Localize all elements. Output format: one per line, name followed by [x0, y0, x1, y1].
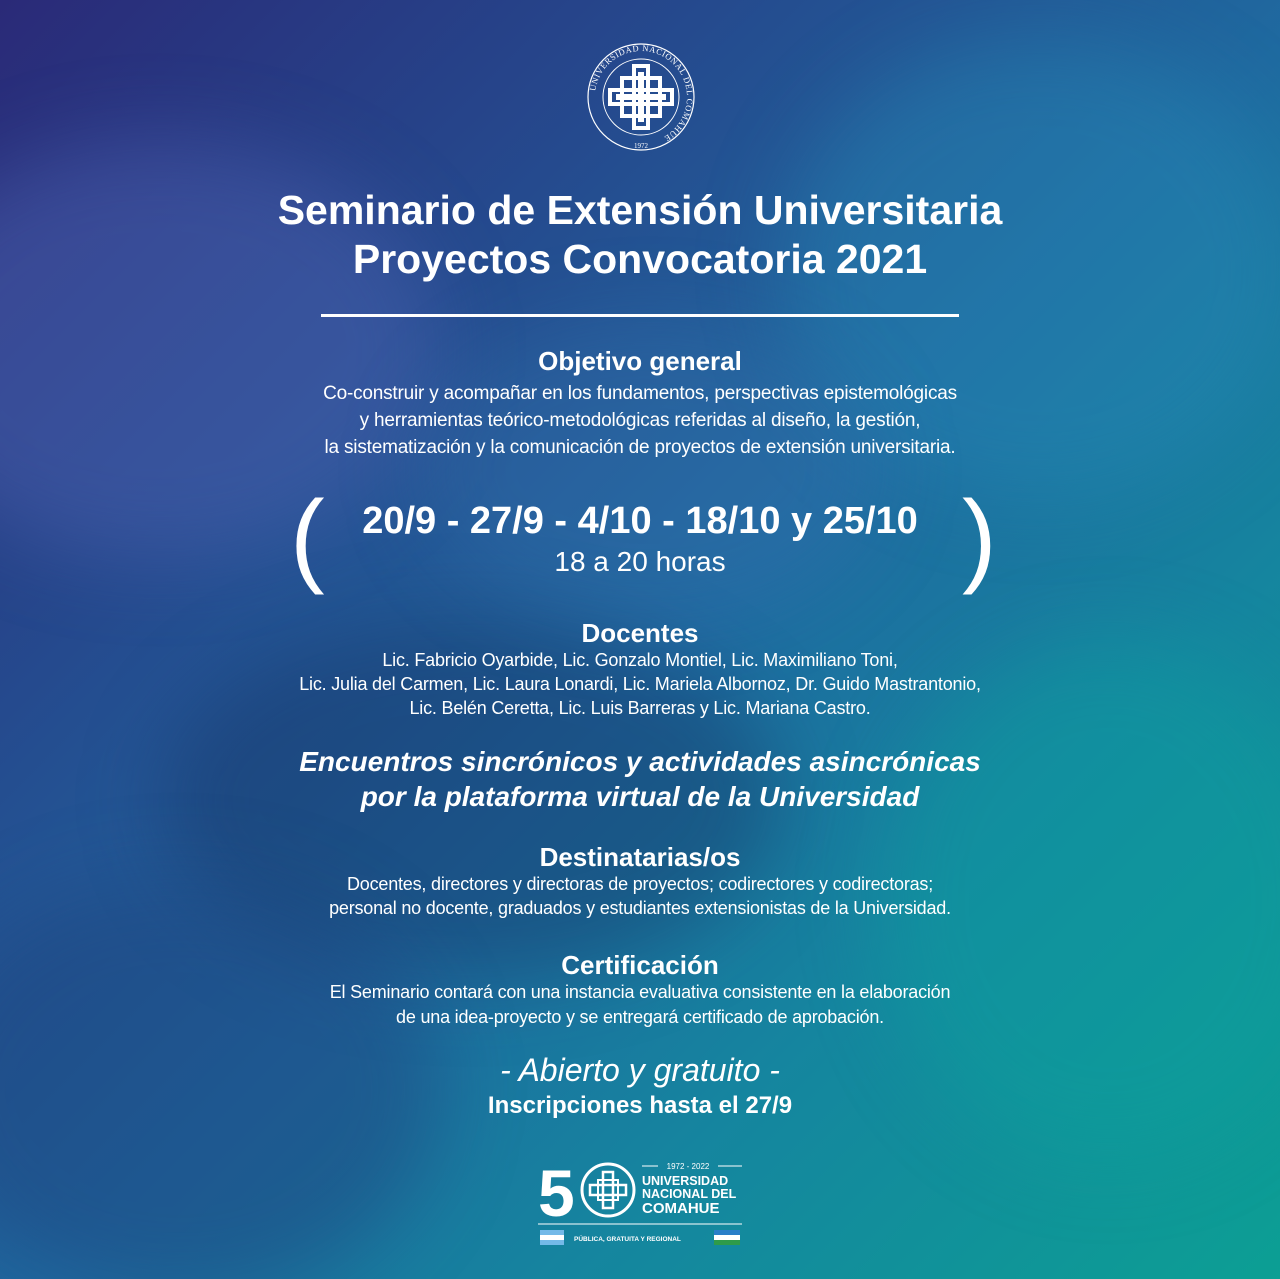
docentes-line: Lic. Belén Ceretta, Lic. Luis Barreras y Lic. Mariana Castro.	[409, 698, 871, 718]
certificacion-line: de una idea-proyecto y se entregará certificado de aprobación.	[396, 1007, 884, 1027]
destinatarios-heading: Destinatarias/os	[539, 842, 741, 872]
docentes-line: Lic. Fabricio Oyarbide, Lic. Gonzalo Montiel, Lic. Maximiliano Toni,	[382, 650, 898, 670]
inscripciones-deadline: Inscripciones hasta el 27/9	[487, 1092, 793, 1119]
university-seal-icon	[586, 42, 696, 152]
docentes-list	[0, 648, 1280, 720]
neuquen-flag-icon	[714, 1230, 740, 1245]
logo-seal-icon	[582, 1164, 634, 1216]
modalidad-text	[0, 744, 1280, 814]
logo-line-2: NACIONAL DEL	[642, 1187, 737, 1201]
page-title	[0, 186, 1280, 284]
destinatarios-line: personal no docente, graduados y estudiantes extensionistas de la Universidad.	[329, 898, 951, 918]
seal-ring-text: UNIVERSIDAD NACIONAL DEL COMAHUE	[587, 42, 696, 144]
objetivo-heading: Objetivo general	[538, 346, 742, 376]
logo-line-3: COMAHUE	[642, 1200, 720, 1217]
title-line-2: Proyectos Convocatoria 2021	[352, 236, 928, 282]
schedule-dates: 20/9 - 27/9 - 4/10 - 18/10 y 25/10	[362, 500, 918, 542]
certificacion-line: El Seminario contará con una instancia evaluativa consistente en la elaboración	[329, 982, 951, 1002]
docentes-line: Lic. Julia del Carmen, Lic. Laura Lonardi, Lic. Mariela Albornoz, Dr. Guido Mastrantonio,	[299, 674, 981, 694]
modalidad-line: Encuentros sincrónicos y actividades asincrónicas	[299, 746, 981, 777]
destinatarios-text	[0, 872, 1280, 920]
docentes-heading: Docentes	[581, 618, 699, 648]
open-parenthesis: (	[290, 480, 325, 596]
seal-year: 1972	[634, 142, 648, 150]
logo-line-1: UNIVERSIDAD	[642, 1174, 729, 1188]
logo-years: 1972 - 2022	[666, 1162, 710, 1171]
title-line-1: Seminario de Extensión Universitaria	[277, 187, 1003, 233]
schedule-hours: 18 a 20 horas	[554, 546, 726, 577]
objetivo-line: la sistematización y la comunicación de proyectos de extensión universitaria.	[324, 437, 956, 458]
logo-tagline: PÚBLICA, GRATUITA Y REGIONAL	[574, 1236, 681, 1243]
objetivo-line: Co-construir y acompañar en los fundamentos, perspectivas epistemológicas	[323, 383, 957, 404]
objetivo-text	[0, 380, 1280, 461]
title-divider	[321, 314, 959, 317]
modalidad-line: por la plataforma virtual de la Universidad	[360, 781, 920, 812]
logo-number-five: 5	[538, 1158, 575, 1230]
destinatarios-line: Docentes, directores y directoras de proyectos; codirectores y codirectoras;	[346, 874, 934, 894]
abierto-gratuito: - Abierto y gratuito -	[500, 1052, 780, 1088]
fifty-years-logo	[538, 1158, 748, 1248]
argentina-flag-icon	[540, 1230, 564, 1245]
close-parenthesis: )	[962, 480, 997, 596]
certificacion-heading: Certificación	[561, 950, 719, 980]
certificacion-text	[0, 980, 1280, 1030]
objetivo-line: y herramientas teórico-metodológicas referidas al diseño, la gestión,	[359, 410, 921, 431]
